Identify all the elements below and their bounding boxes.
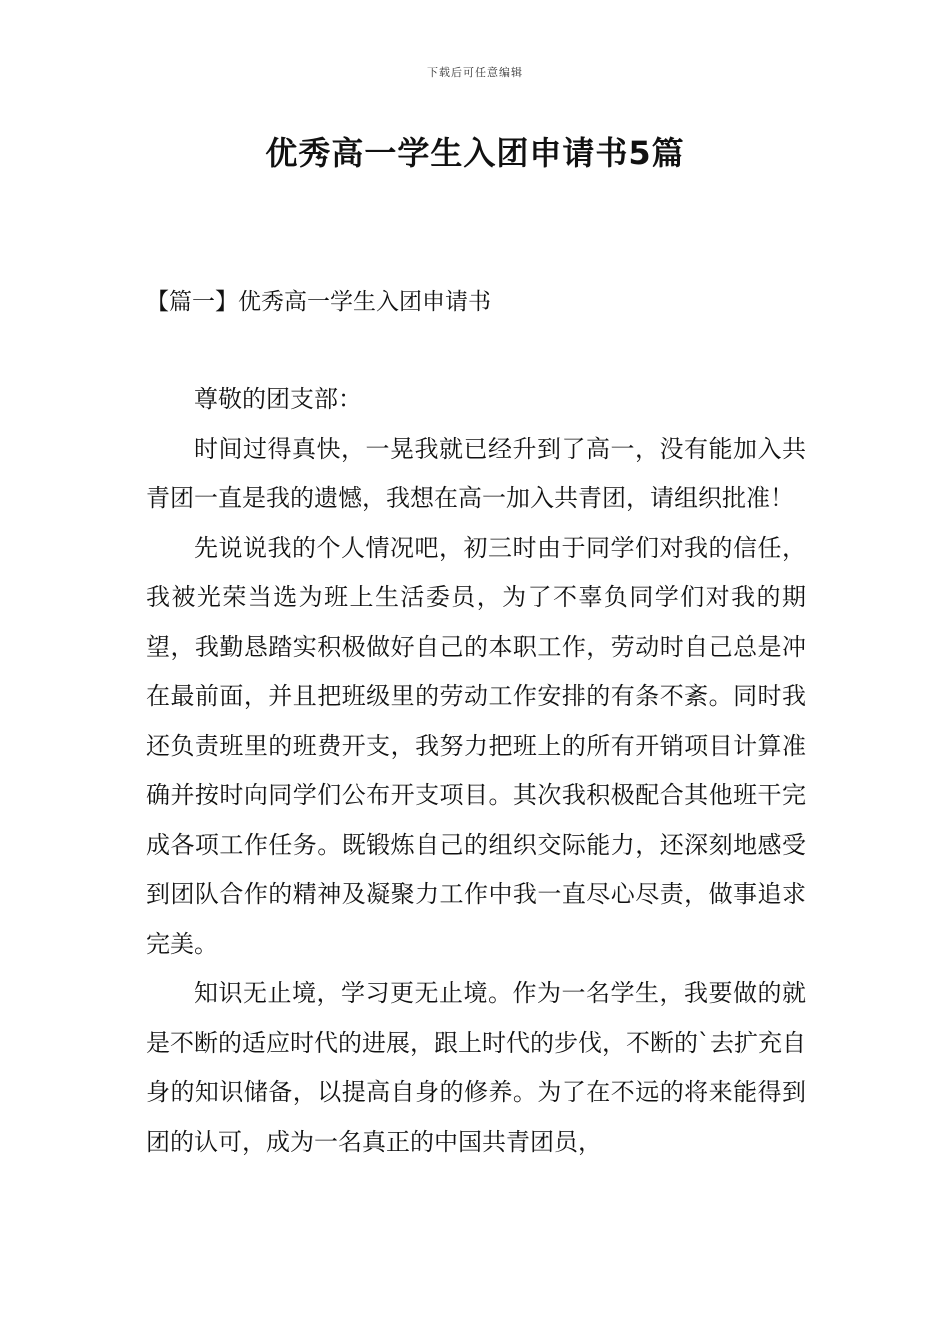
salutation-paragraph: 尊敬的团支部： bbox=[194, 385, 362, 413]
section-heading: 【篇一】优秀高一学生入团申请书 bbox=[146, 289, 491, 315]
body-text bbox=[146, 375, 806, 1167]
body-paragraph: 知识无止境，学习更无止境。作为一名学生，我要做的就是不断的适应时代的进展，跟上时代的步伐，不断的`去扩充自身的知识储备，以提高自身的修养。为了在不远的将来能得到团的认可，成为一名真正的中国共青团员， bbox=[146, 979, 806, 1156]
document-title: 优秀高一学生入团申请书5篇 bbox=[265, 134, 685, 172]
header-note: 下载后可任意编辑 bbox=[427, 66, 523, 79]
body-paragraph: 先说说我的个人情况吧，初三时由于同学们对我的信任，我被光荣当选为班上生活委员，为了不辜负同学们对我的期望，我勤恳踏实积极做好自己的本职工作，劳动时自己总是冲在最前面，并且把班级里的劳动工作安排的有条不紊。同时我还负责班里的班费开支，我努力把班上的所有开销项目计算准确并按时向同学们公布开支项目。其次我积极配合其他班干完成各项工作任务。既锻炼自己的组织交际能力，还深刻地感受到团队合作的精神及凝聚力工作中我一直尽心尽责，做事追求完美。 bbox=[146, 533, 806, 958]
body-paragraph: 时间过得真快，一晃我就已经升到了高一，没有能加入共青团一直是我的遗憾，我想在高一加入共青团，请组织批准！ bbox=[146, 434, 806, 512]
